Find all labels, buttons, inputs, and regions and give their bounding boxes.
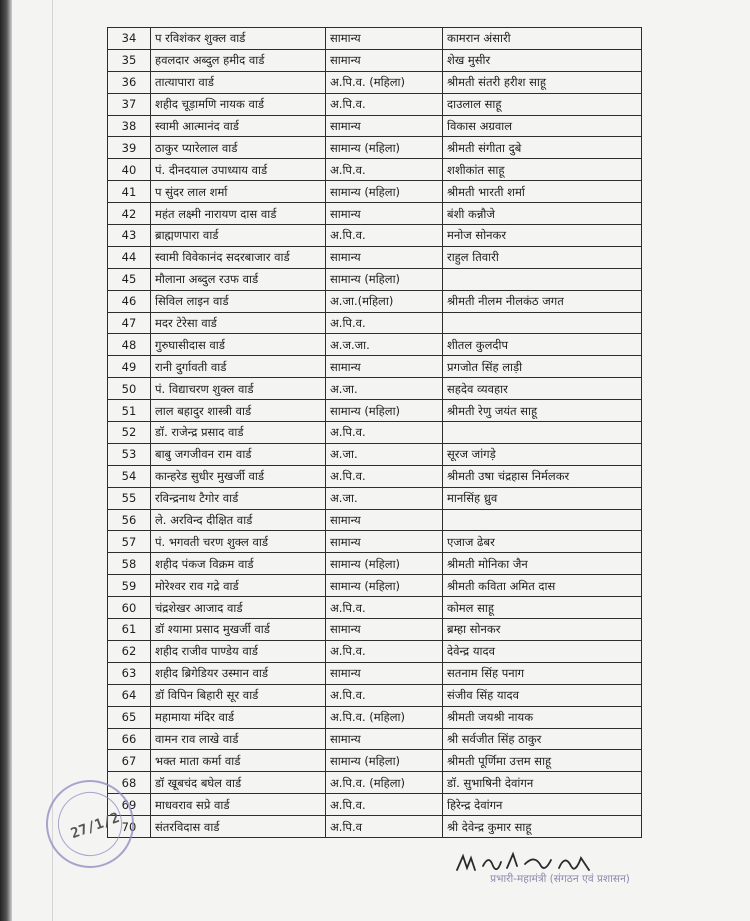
ward-number: 70	[108, 816, 151, 838]
page-margin-line	[52, 0, 53, 921]
reservation-category: अ.जा.	[326, 487, 443, 509]
ward-name: बाबु जगजीवन राम वार्ड	[151, 443, 326, 465]
candidate-name: प्रगजोत सिंह लाड़ी	[443, 356, 642, 378]
ward-row	[108, 400, 642, 422]
candidate-name: ब्रम्हा सोनकर	[443, 619, 642, 641]
ward-candidate-table	[107, 27, 642, 838]
reservation-category: सामान्य (महिला)	[326, 181, 443, 203]
candidate-name: बंशी कन्नौजे	[443, 203, 642, 225]
ward-row	[108, 312, 642, 334]
candidate-name: हिरेन्द्र देवांगन	[443, 794, 642, 816]
candidate-name: शेख मुसीर	[443, 49, 642, 71]
ward-number: 58	[108, 553, 151, 575]
ward-name: स्वामी विवेकानंद सदरबाजार वार्ड	[151, 246, 326, 268]
ward-number: 46	[108, 290, 151, 312]
ward-row	[108, 356, 642, 378]
ward-name: कान्हरेड सुधीर मुखर्जी वार्ड	[151, 465, 326, 487]
reservation-category: अ.पि.व.	[326, 597, 443, 619]
ward-row	[108, 443, 642, 465]
reservation-category: अ.पि.व.	[326, 465, 443, 487]
reservation-category: अ.पि.व. (महिला)	[326, 706, 443, 728]
reservation-category: सामान्य (महिला)	[326, 400, 443, 422]
candidate-name: श्रीमती कविता अमित दास	[443, 575, 642, 597]
ward-row	[108, 597, 642, 619]
reservation-category: सामान्य (महिला)	[326, 137, 443, 159]
ward-name: वामन राव लाखे वार्ड	[151, 728, 326, 750]
ward-number: 41	[108, 181, 151, 203]
reservation-category: अ.पि.व.	[326, 684, 443, 706]
ward-name: डॉ विपिन बिहारी सूर वार्ड	[151, 684, 326, 706]
ward-row	[108, 465, 642, 487]
ward-name: रानी दुर्गावती वार्ड	[151, 356, 326, 378]
candidate-name	[443, 422, 642, 444]
ward-row	[108, 619, 642, 641]
ward-name: पं. विद्याचरण शुक्ल वार्ड	[151, 378, 326, 400]
ward-row	[108, 334, 642, 356]
ward-name: गुरुघासीदास वार्ड	[151, 334, 326, 356]
ward-name: महामाया मंदिर वार्ड	[151, 706, 326, 728]
ward-number: 48	[108, 334, 151, 356]
ward-number: 64	[108, 684, 151, 706]
ward-number: 67	[108, 750, 151, 772]
candidate-name: संजीव सिंह यादव	[443, 684, 642, 706]
reservation-category: अ.जा.	[326, 443, 443, 465]
reservation-category: अ.पि.व.	[326, 93, 443, 115]
ward-row	[108, 794, 642, 816]
ward-name: शहीद ब्रिगेडियर उस्मान वार्ड	[151, 662, 326, 684]
ward-name: डॉ. राजेन्द्र प्रसाद वार्ड	[151, 422, 326, 444]
ward-name: ब्राह्मणपारा वार्ड	[151, 225, 326, 247]
ward-name: पं. भगवती चरण शुक्ल वार्ड	[151, 531, 326, 553]
reservation-category: अ.पि.व	[326, 816, 443, 838]
candidate-name: शशीकांत साहू	[443, 159, 642, 181]
ward-name: सिविल लाइन वार्ड	[151, 290, 326, 312]
reservation-category: अ.जा.	[326, 378, 443, 400]
ward-row	[108, 575, 642, 597]
reservation-category: अ.ज.जा.	[326, 334, 443, 356]
ward-number: 60	[108, 597, 151, 619]
candidate-name: श्रीमती रेणु जयंत साहू	[443, 400, 642, 422]
ward-number: 66	[108, 728, 151, 750]
candidate-name: मनोज सोनकर	[443, 225, 642, 247]
ward-row	[108, 772, 642, 794]
ward-number: 69	[108, 794, 151, 816]
ward-number: 35	[108, 49, 151, 71]
candidate-name: एजाज ढेबर	[443, 531, 642, 553]
reservation-category: सामान्य	[326, 531, 443, 553]
ward-name: प रविशंकर शुक्ल वार्ड	[151, 28, 326, 50]
ward-row	[108, 181, 642, 203]
ward-number: 47	[108, 312, 151, 334]
stamp-date: 27/1/2	[68, 809, 122, 843]
ward-name: डॉ खूबचंद बघेल वार्ड	[151, 772, 326, 794]
candidate-name: सतनाम सिंह पनाग	[443, 662, 642, 684]
ward-number: 56	[108, 509, 151, 531]
candidate-name: कोमल साहू	[443, 597, 642, 619]
ward-number: 37	[108, 93, 151, 115]
ward-name: रविन्द्रनाथ टैगोर वार्ड	[151, 487, 326, 509]
candidate-name: श्रीमती संतरी हरीश साहू	[443, 71, 642, 93]
reservation-category: सामान्य	[326, 115, 443, 137]
ward-row	[108, 422, 642, 444]
ward-name: मौलाना अब्दुल रउफ वार्ड	[151, 268, 326, 290]
reservation-category: सामान्य	[326, 619, 443, 641]
candidate-name: दाउलाल साहू	[443, 93, 642, 115]
reservation-category: अ.पि.व. (महिला)	[326, 772, 443, 794]
ward-name: प सुंदर लाल शर्मा	[151, 181, 326, 203]
reservation-category: सामान्य	[326, 49, 443, 71]
ward-name: लाल बहादुर शास्त्री वार्ड	[151, 400, 326, 422]
ward-row	[108, 203, 642, 225]
ward-row	[108, 640, 642, 662]
ward-row	[108, 290, 642, 312]
ward-name: शहीद चूड़ामणि नायक वार्ड	[151, 93, 326, 115]
ward-name: महंत लक्ष्मी नारायण दास वार्ड	[151, 203, 326, 225]
candidate-name: सूरज जांगड़े	[443, 443, 642, 465]
ward-row	[108, 93, 642, 115]
ward-row	[108, 553, 642, 575]
ward-row	[108, 487, 642, 509]
ward-rows	[108, 28, 642, 838]
ward-number: 34	[108, 28, 151, 50]
ward-name: पं. दीनदयाल उपाध्याय वार्ड	[151, 159, 326, 181]
ward-number: 42	[108, 203, 151, 225]
reservation-category: सामान्य	[326, 28, 443, 50]
ward-row	[108, 662, 642, 684]
ward-number: 57	[108, 531, 151, 553]
ward-number: 53	[108, 443, 151, 465]
candidate-name: डॉ. सुभाषिनी देवांगन	[443, 772, 642, 794]
ward-name: स्वामी आत्मानंद वार्ड	[151, 115, 326, 137]
ward-number: 59	[108, 575, 151, 597]
reservation-category: सामान्य (महिला)	[326, 553, 443, 575]
candidate-name: श्रीमती भारती शर्मा	[443, 181, 642, 203]
ward-row	[108, 509, 642, 531]
ward-number: 36	[108, 71, 151, 93]
ward-name: मदर टेरेसा वार्ड	[151, 312, 326, 334]
ward-row	[108, 28, 642, 50]
candidate-name: श्रीमती मोनिका जैन	[443, 553, 642, 575]
reservation-category: अ.पि.व.	[326, 159, 443, 181]
candidate-name: श्रीमती नीलम नीलकंठ जगत	[443, 290, 642, 312]
ward-number: 54	[108, 465, 151, 487]
ward-number: 62	[108, 640, 151, 662]
candidate-name: कामरान अंसारी	[443, 28, 642, 50]
ward-number: 55	[108, 487, 151, 509]
ward-row	[108, 159, 642, 181]
ward-name: तात्यापारा वार्ड	[151, 71, 326, 93]
ward-number: 65	[108, 706, 151, 728]
ward-number: 45	[108, 268, 151, 290]
reservation-category: सामान्य	[326, 509, 443, 531]
reservation-category: अ.पि.व. (महिला)	[326, 71, 443, 93]
ward-name: शहीद पंकज विक्रम वार्ड	[151, 553, 326, 575]
ward-row	[108, 71, 642, 93]
candidate-name: राहुल तिवारी	[443, 246, 642, 268]
ward-row	[108, 268, 642, 290]
reservation-category: अ.पि.व.	[326, 225, 443, 247]
ward-name: डॉ श्यामा प्रसाद मुखर्जी वार्ड	[151, 619, 326, 641]
ward-number: 52	[108, 422, 151, 444]
candidate-name: श्रीमती उषा चंद्रहास निर्मलकर	[443, 465, 642, 487]
candidate-name	[443, 268, 642, 290]
reservation-category: अ.पि.व.	[326, 422, 443, 444]
ward-row	[108, 684, 642, 706]
reservation-category: सामान्य	[326, 728, 443, 750]
candidate-name: श्रीमती पूर्णिमा उत्तम साहू	[443, 750, 642, 772]
reservation-category: अ.पि.व.	[326, 794, 443, 816]
ward-number: 61	[108, 619, 151, 641]
reservation-category: सामान्य	[326, 203, 443, 225]
candidate-name: श्रीमती जयश्री नायक	[443, 706, 642, 728]
ward-number: 68	[108, 772, 151, 794]
reservation-category: अ.पि.व.	[326, 640, 443, 662]
ward-row	[108, 706, 642, 728]
ward-name: ठाकुर प्यारेलाल वार्ड	[151, 137, 326, 159]
ward-number: 50	[108, 378, 151, 400]
reservation-category: सामान्य	[326, 356, 443, 378]
ward-name: हवलदार अब्दुल हमीद वार्ड	[151, 49, 326, 71]
candidate-name	[443, 312, 642, 334]
ward-row	[108, 378, 642, 400]
reservation-category: सामान्य (महिला)	[326, 268, 443, 290]
ward-number: 44	[108, 246, 151, 268]
candidate-name: शीतल कुलदीप	[443, 334, 642, 356]
candidate-name: श्री सर्वजीत सिंह ठाकुर	[443, 728, 642, 750]
ward-row	[108, 115, 642, 137]
ward-name: मोरेश्वर राव गद्रे वार्ड	[151, 575, 326, 597]
candidate-name: श्री देवेन्द्र कुमार साहू	[443, 816, 642, 838]
reservation-category: सामान्य (महिला)	[326, 575, 443, 597]
ward-name: शहीद राजीव पाण्डेय वार्ड	[151, 640, 326, 662]
ward-name: भक्त माता कर्मा वार्ड	[151, 750, 326, 772]
ward-row	[108, 531, 642, 553]
ward-name: संतरविदास वार्ड	[151, 816, 326, 838]
reservation-category: अ.जा.(महिला)	[326, 290, 443, 312]
ward-row	[108, 225, 642, 247]
ward-name: चंद्रशेखर आजाद वार्ड	[151, 597, 326, 619]
candidate-name: मानसिंह ध्रुव	[443, 487, 642, 509]
ward-row	[108, 816, 642, 838]
candidate-name: श्रीमती संगीता दुबे	[443, 137, 642, 159]
ward-row	[108, 750, 642, 772]
ward-row	[108, 728, 642, 750]
ward-row	[108, 246, 642, 268]
designation-text: प्रभारी-महामंत्री (संगठन एवं प्रशासन)	[490, 873, 630, 885]
candidate-name: सहदेव व्यवहार	[443, 378, 642, 400]
candidate-name	[443, 509, 642, 531]
ward-number: 40	[108, 159, 151, 181]
candidate-name: विकास अग्रवाल	[443, 115, 642, 137]
ward-name: ले. अरविन्द दीक्षित वार्ड	[151, 509, 326, 531]
ward-number: 39	[108, 137, 151, 159]
reservation-category: अ.पि.व.	[326, 312, 443, 334]
ward-number: 51	[108, 400, 151, 422]
reservation-category: सामान्य (महिला)	[326, 750, 443, 772]
binder-edge	[0, 0, 12, 921]
ward-number: 63	[108, 662, 151, 684]
ward-number: 49	[108, 356, 151, 378]
ward-number: 38	[108, 115, 151, 137]
ward-row	[108, 49, 642, 71]
ward-number: 43	[108, 225, 151, 247]
ward-row	[108, 137, 642, 159]
candidate-name: देवेन्द्र यादव	[443, 640, 642, 662]
ward-name: माधवराव सप्रे वार्ड	[151, 794, 326, 816]
reservation-category: सामान्य	[326, 662, 443, 684]
reservation-category: सामान्य	[326, 246, 443, 268]
